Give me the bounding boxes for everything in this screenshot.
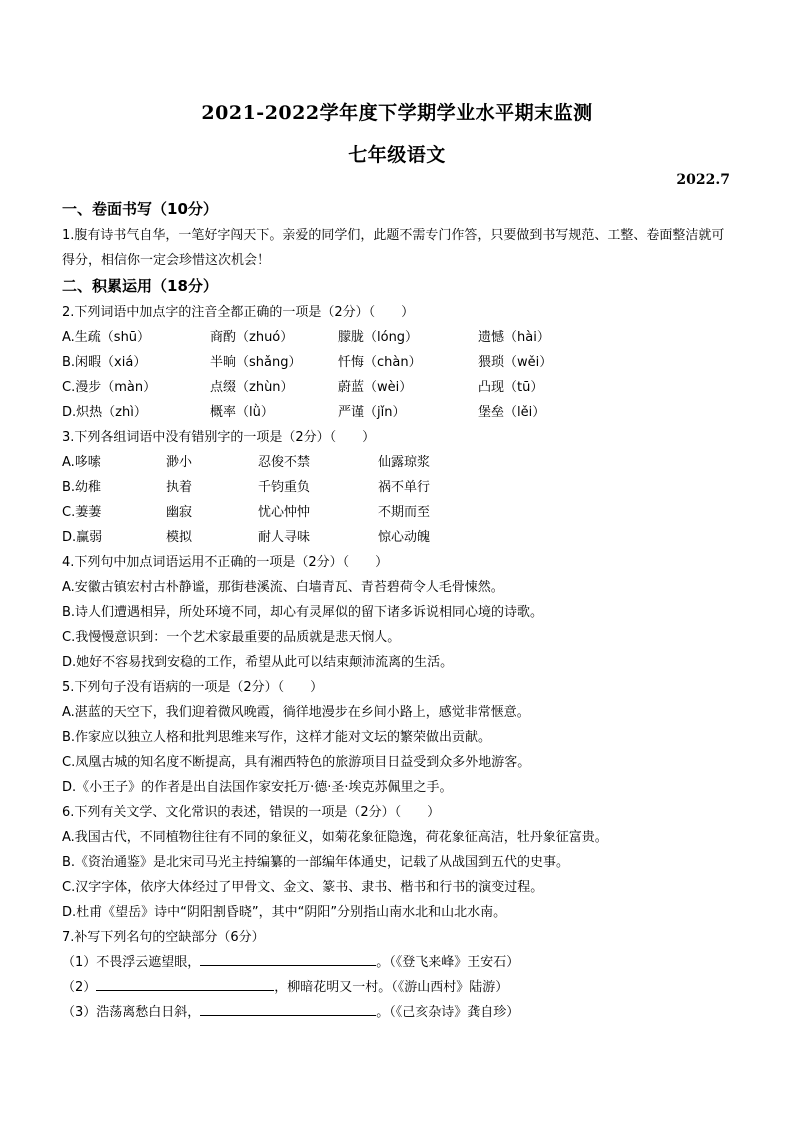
option-line: B.《资治通鉴》是北宋司马光主持编纂的一部编年体通史，记载了从战国到五代的史事。 — [62, 855, 570, 870]
blank-suffix: ，柳暗花明又一村。（《游山西村》陆游） — [274, 980, 509, 995]
section-heading: 一、卷面书写（10分） — [62, 200, 218, 218]
option-row — [62, 350, 734, 375]
option-cell: 凸现（tū） — [478, 380, 544, 395]
answer-blank[interactable] — [200, 1001, 376, 1016]
answer-blank[interactable] — [96, 976, 274, 991]
option-cell: B.闲暇（xiá） — [62, 355, 147, 370]
fill-blank-line — [62, 1000, 734, 1025]
exam-subtitle: 七年级语文 — [348, 144, 446, 166]
option-row — [62, 450, 734, 475]
option-cell: 忧心忡忡 — [258, 505, 311, 520]
option-cell: 半晌（shǎng） — [210, 355, 302, 370]
question-stem: 7.补写下列名句的空缺部分（6分） — [62, 930, 265, 945]
option-line: C.汉字字体，依序大体经过了甲骨文、金文、篆书、隶书、楷书和行书的演变过程。 — [62, 880, 544, 895]
option-cell: B.幼稚 — [62, 480, 102, 495]
exam-content — [62, 196, 734, 1025]
question-stem: 3.下列各组词语中没有错别字的一项是（2分）（ ） — [62, 430, 376, 445]
option-row — [62, 475, 734, 500]
option-line: A.安徽古镇宏村古朴静谧，那街巷溪流、白墙青瓦、青苔碧荷令人毛骨悚然。 — [62, 580, 504, 595]
option-cell: 祸不单行 — [378, 480, 431, 495]
question-text: 1.腹有诗书气自华，一笔好字闯天下。亲爱的同学们，此题不需专门作答，只要做到书写规范、工整、卷面整洁就可得分，相信你一定会珍惜这次机会！ — [62, 228, 725, 268]
option-row — [62, 400, 734, 425]
blank-suffix: 。（《登飞来峰》王安石） — [376, 955, 520, 970]
blank-prefix: （2） — [62, 980, 97, 995]
question-stem: 2.下列词语中加点字的注音全都正确的一项是（2分）（ ） — [62, 305, 415, 320]
option-cell: D.炽热（zhì） — [62, 405, 147, 420]
blank-prefix: （1）不畏浮云遮望眼， — [62, 955, 201, 970]
option-cell: 仙露琼浆 — [378, 455, 431, 470]
option-cell: 概率（lǜ） — [210, 405, 274, 420]
option-row — [62, 375, 734, 400]
exam-title: 2021-2022学年度下学期学业水平期末监测 — [201, 102, 593, 124]
option-cell: A.哆嗦 — [62, 455, 101, 470]
option-cell: 商酌（zhuó） — [210, 330, 294, 345]
option-cell: C.漫步（màn） — [62, 380, 157, 395]
option-line: A.我国古代，不同植物往往有不同的象征义，如菊花象征隐逸，荷花象征高洁，牡丹象征富贵。 — [62, 830, 608, 845]
question-stem: 4.下列句中加点词语运用不正确的一项是（2分）（ ） — [62, 555, 389, 570]
option-cell: 猥琐（wěi） — [478, 355, 553, 370]
option-cell: 不期而至 — [378, 505, 431, 520]
option-cell: 模拟 — [166, 530, 193, 545]
option-line: B.作家应以独立人格和批判思维来写作，这样才能对文坛的繁荣做出贡献。 — [62, 730, 492, 745]
option-cell: 点缀（zhùn） — [210, 380, 294, 395]
option-cell: 千钧重负 — [258, 480, 311, 495]
option-cell: 堡垒（lěi） — [478, 405, 546, 420]
option-cell: C.萋萋 — [62, 505, 102, 520]
option-line: C.我慢慢意识到：一个艺术家最重要的品质就是悲天悯人。 — [62, 630, 401, 645]
answer-blank[interactable] — [200, 951, 376, 966]
option-cell: 幽寂 — [166, 505, 193, 520]
option-line: B.诗人们遭遇相异，所处环境不同，却心有灵犀似的留下诸多诉说相同心境的诗歌。 — [62, 605, 544, 620]
option-cell: 耐人寻味 — [258, 530, 311, 545]
option-cell: 忏悔（chàn） — [338, 355, 422, 370]
option-line: D.杜甫《望岳》诗中“阴阳割昏晓”，其中“阴阳”分别指山南水北和山北水南。 — [62, 905, 507, 920]
option-line: A.湛蓝的天空下，我们迎着微风晚霞，徜徉地漫步在乡间小路上，感觉非常惬意。 — [62, 705, 530, 720]
fill-blank-line — [62, 975, 734, 1000]
option-cell: 朦胧（lóng） — [338, 330, 419, 345]
option-cell: 惊心动魄 — [378, 530, 431, 545]
option-line: D.《小王子》的作者是出自法国作家安托万·德·圣·埃克苏佩里之手。 — [62, 780, 453, 795]
option-line: D.她好不容易找到安稳的工作，希望从此可以结束颠沛流离的生活。 — [62, 655, 454, 670]
option-cell: 执着 — [166, 480, 193, 495]
option-row — [62, 525, 734, 550]
question-stem: 6.下列有关文学、文化常识的表述，错误的一项是（2分）（ ） — [62, 805, 441, 820]
option-line: C.凤凰古城的知名度不断提高，具有湘西特色的旅游项目日益受到众多外地游客。 — [62, 755, 531, 770]
option-cell: D.赢弱 — [62, 530, 103, 545]
question-stem: 5.下列句子没有语病的一项是（2分）（ ） — [62, 680, 324, 695]
option-cell: A.生疏（shū） — [62, 330, 151, 345]
option-cell: 遗憾（hài） — [478, 330, 550, 345]
exam-date: 2022.7 — [676, 172, 730, 188]
option-cell: 蔚蓝（wèi） — [338, 380, 413, 395]
option-cell: 忍俊不禁 — [258, 455, 311, 470]
option-cell: 渺小 — [166, 455, 193, 470]
fill-blank-line — [62, 950, 734, 975]
section-heading: 二、积累运用（18分） — [62, 277, 218, 295]
option-cell: 严谨（jǐn） — [338, 405, 406, 420]
option-grid — [62, 325, 734, 425]
blank-prefix: （3）浩荡离愁白日斜， — [62, 1005, 201, 1020]
option-grid — [62, 450, 734, 550]
option-row — [62, 325, 734, 350]
option-row — [62, 500, 734, 525]
blank-suffix: 。（《己亥杂诗》龚自珍） — [376, 1005, 520, 1020]
